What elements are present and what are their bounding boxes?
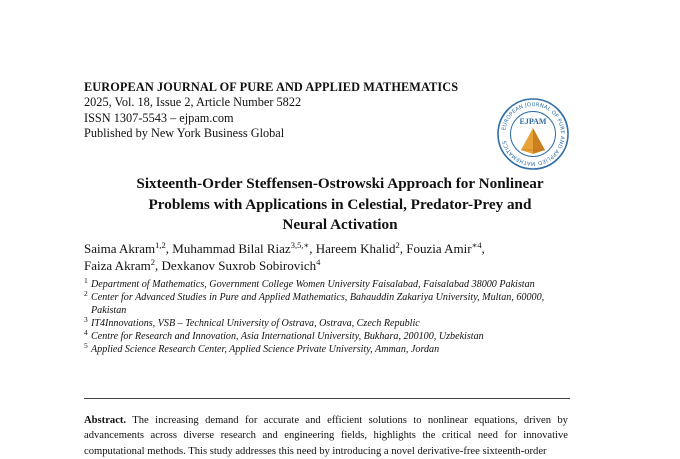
affiliation-number: 1 [84, 276, 88, 285]
title-line: Neural Activation [282, 216, 398, 233]
affiliation-item [84, 288, 574, 318]
affiliation-text: Center for Advanced Studies in Pure and Applied Mathematics, Bahauddin Zakariya University, Multan, 60000, Pakistan [91, 291, 545, 316]
affiliation-text: Department of Mathematics, Government College Women University Faisalabad, Faisalabad 38000 Pakistan [91, 279, 535, 290]
author-affil-marker: 4 [316, 257, 321, 267]
abstract-text: The increasing demand for accurate and efficient solutions to nonlinear equations, driven by advancements across diverse research and engineering fields, highlights the critical need for innovative computational methods. This study addresses this need by introducing a novel derivative-free sixteenth-order [84, 415, 568, 457]
journal-logo-graphic [496, 97, 570, 171]
author-name: Faiza Akram [84, 258, 151, 273]
journal-issn-line: ISSN 1307-5543 – ejpam.com [84, 110, 234, 125]
journal-publisher-line: Published by New York Business Global [84, 126, 285, 140]
abstract-label: Abstract. [84, 415, 127, 426]
journal-issue-line: 2025, Vol. 18, Issue 2, Article Number 5822 [84, 95, 302, 109]
author-affil-marker: ∗4 [471, 240, 482, 250]
affiliation-item [84, 327, 574, 344]
logo-abbrev: EJPAM [519, 117, 547, 126]
author-separator: , [155, 258, 162, 273]
author-affil-marker: 2 [150, 257, 156, 267]
affiliation-item [84, 340, 574, 357]
logo-ring-text: EUROPEAN JOURNAL OF PURE AND APPLIED MATHEMATICS [501, 101, 566, 167]
author-separator: , [399, 241, 407, 256]
title-line: Sixteenth-Order Steffensen-Ostrowski Approach for Nonlinear [136, 175, 544, 192]
journal-header [84, 79, 504, 142]
author-separator: , [165, 241, 173, 256]
affiliation-number: 2 [84, 288, 88, 298]
paper-title [70, 174, 610, 236]
affiliation-number: 4 [84, 327, 88, 337]
author-affil-marker: 1,2 [155, 240, 166, 250]
abstract [84, 413, 568, 459]
journal-name: EUROPEAN JOURNAL OF PURE AND APPLIED MATHEMATICS [84, 80, 459, 94]
author-affil-marker: 2 [395, 240, 400, 250]
author-affil-marker: 3,5,∗ [290, 240, 310, 250]
affiliation-item [84, 314, 574, 331]
author-name: Muhammad Bilal Riaz [172, 241, 291, 256]
author-separator: , [309, 241, 316, 256]
affiliation-item [84, 276, 574, 292]
affiliation-number: 5 [84, 340, 88, 350]
affiliation-number: 3 [84, 314, 88, 324]
author-name: Fouzia Amir [406, 241, 472, 256]
section-divider [84, 398, 570, 399]
title-line: Problems with Applications in Celestial, Predator-Prey and [148, 195, 532, 213]
author-name: Saima Akram [84, 241, 156, 256]
author-separator: , [481, 241, 485, 256]
affiliation-text: Applied Science Research Center, Applied Science Private University, Amman, Jordan [91, 343, 440, 355]
affiliation-list [84, 276, 574, 356]
affiliation-text: IT4Innovations, VSB – Technical University of Ostrava, Ostrava, Czech Republic [91, 317, 420, 329]
journal-logo [496, 97, 570, 171]
affiliation-text: Centre for Research and Innovation, Asia International University, Bukhara, 200100, Uzbekistan [91, 330, 484, 342]
author-list [84, 240, 584, 274]
author-name: Dexkanov Suxrob Sobirovich [161, 258, 317, 273]
author-name: Hareem Khalid [315, 241, 396, 256]
